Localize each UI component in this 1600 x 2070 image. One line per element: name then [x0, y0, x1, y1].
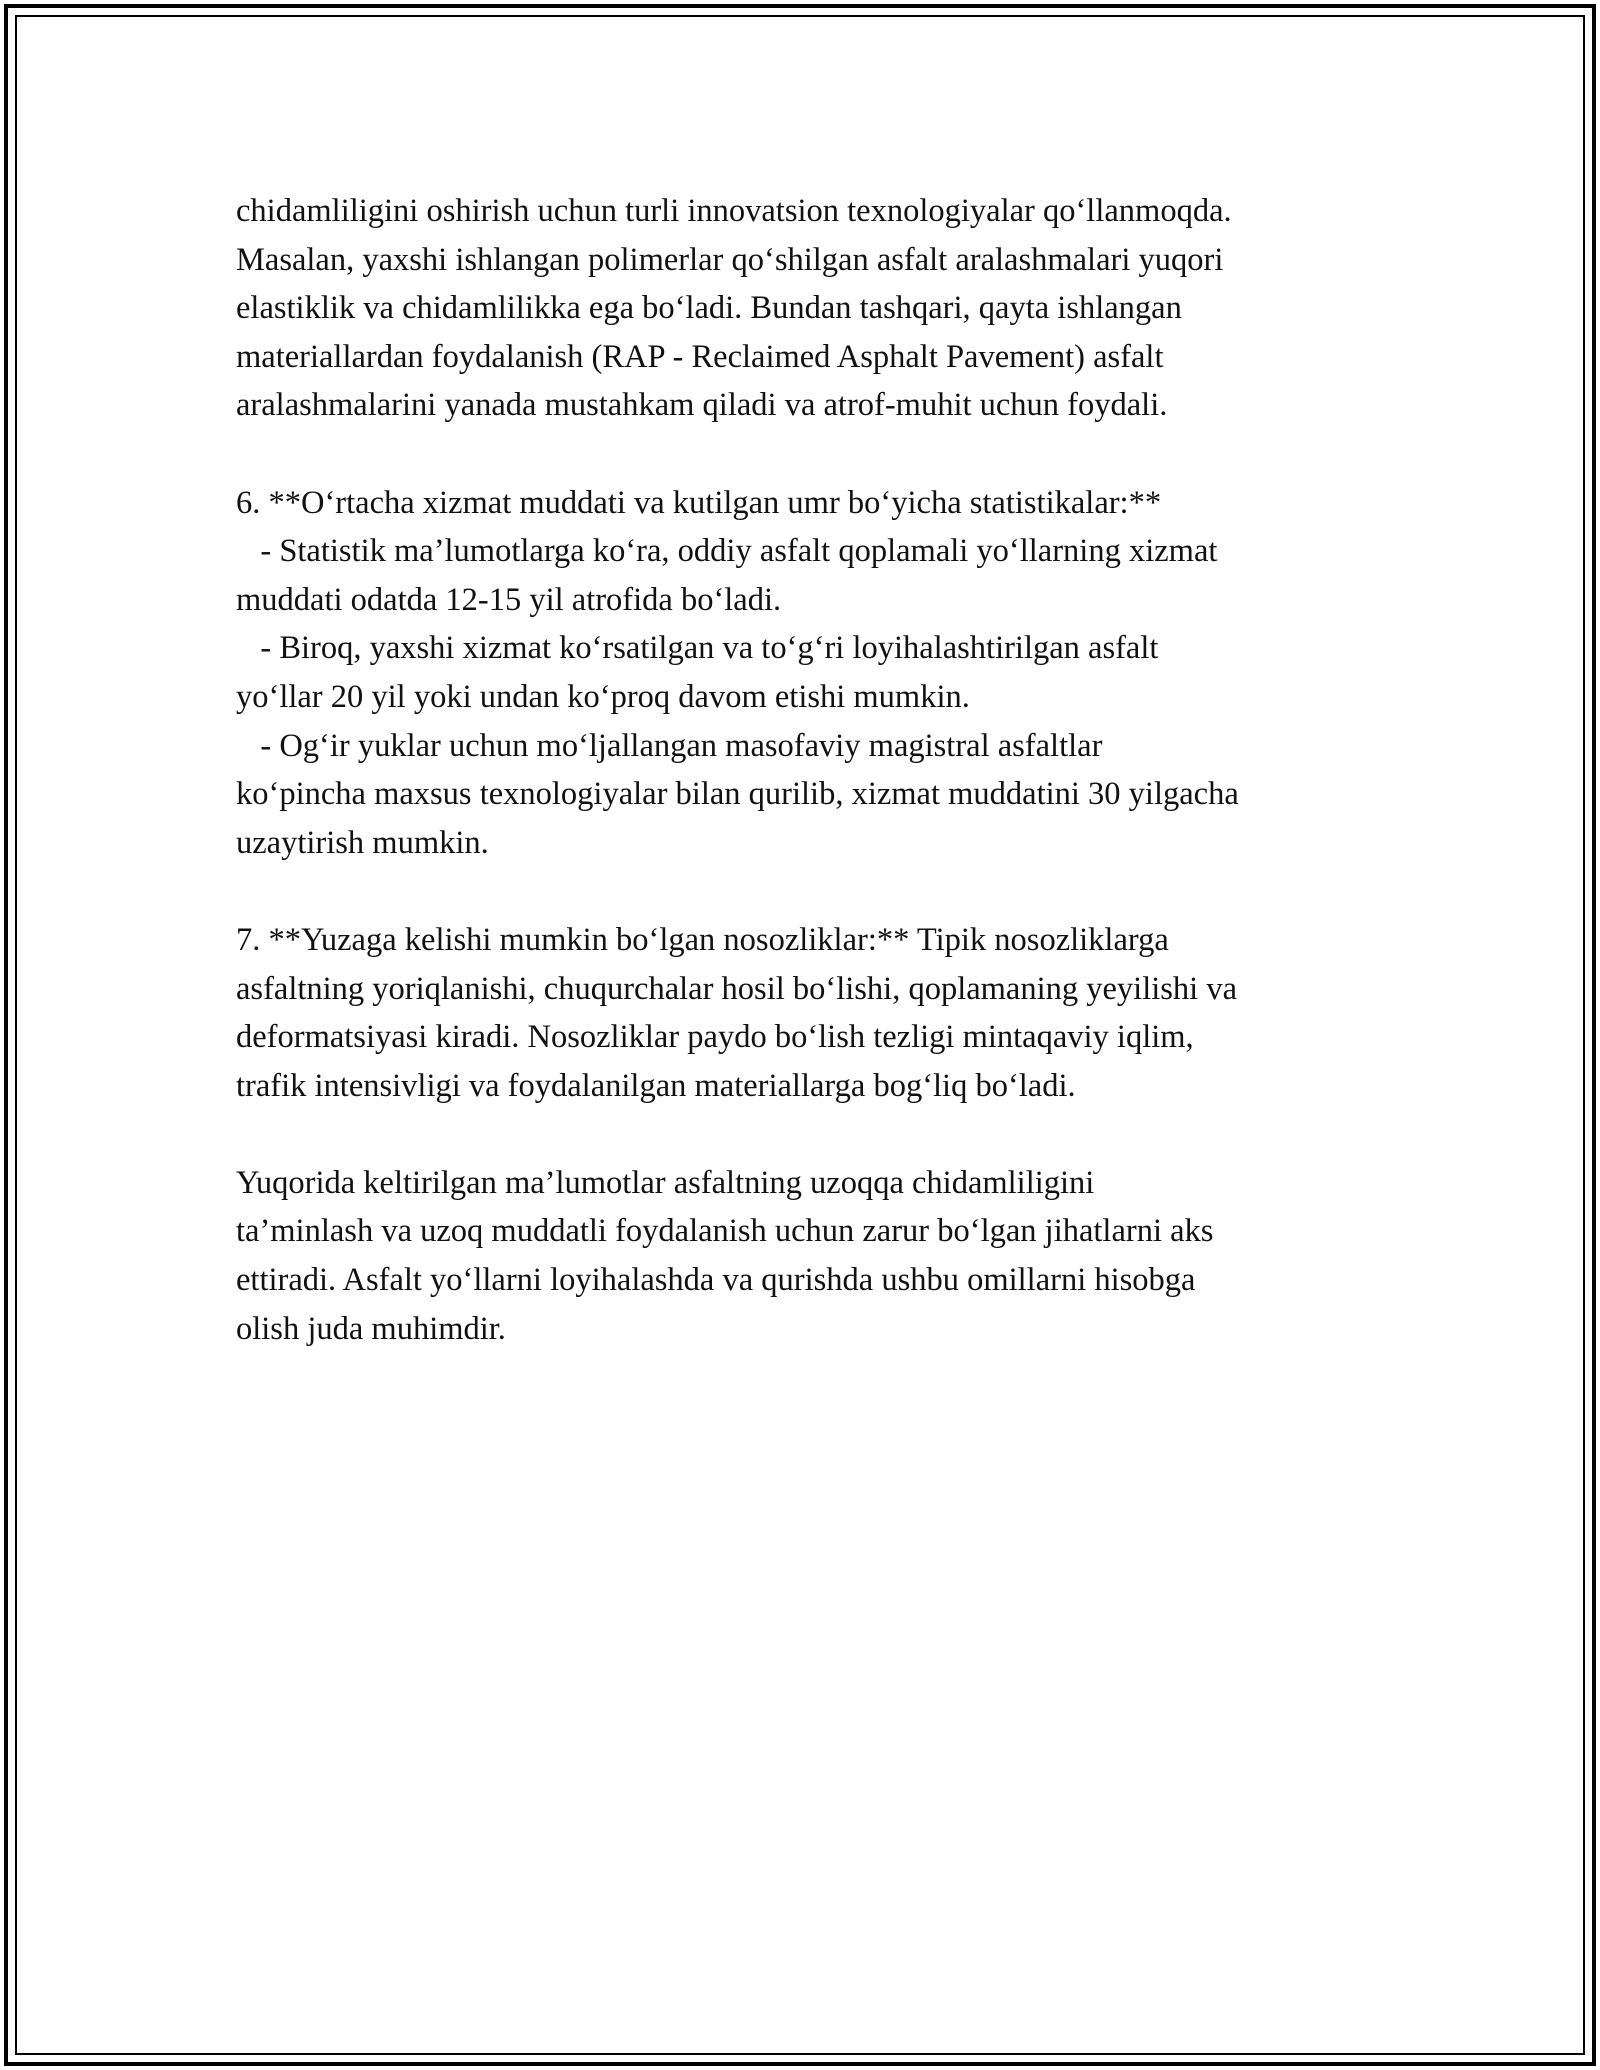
text-line: elastiklik va chidamlilikka ega boʻladi. Bundan tashqari, qayta ishlangan: [236, 290, 1182, 327]
text-line: aralashmalarini yanada mustahkam qiladi va atrof-muhit uchun foydali.: [236, 387, 1168, 424]
paragraph-conclusion: [236, 1159, 1396, 1353]
text-line: 7. **Yuzaga kelishi mumkin boʻlgan nosozliklar:** Tipik nosozliklarga: [236, 921, 1169, 958]
text-line: deformatsiyasi kiradi. Nosozliklar paydo boʻlish tezligi mintaqaviy iqlim,: [236, 1019, 1194, 1056]
paragraph-possible-defects: [236, 916, 1396, 1110]
text-line: chidamliligini oshirish uchun turli innovatsion texnologiyalar qoʻllanmoqda.: [236, 193, 1232, 229]
text-line: ta’minlash va uzoq muddatli foydalanish uchun zarur boʻlgan jihatlarni aks: [236, 1213, 1214, 1250]
paragraph-materials: [236, 187, 1396, 430]
list-item-line: muddati odatda 12-15 yil atrofida boʻladi.: [236, 581, 782, 618]
list-item-line: koʻpincha maxsus texnologiyalar bilan qurilib, xizmat muddatini 30 yilgacha: [236, 776, 1239, 813]
text-line: ettiradi. Asfalt yoʻllarni loyihalashda va qurishda ushbu omillarni hisobga: [236, 1262, 1196, 1299]
text-line: trafik intensivligi va foydalanilgan materiallarga bogʻliq boʻladi.: [236, 1067, 1076, 1104]
document-body: [236, 187, 1396, 1402]
list-item-line: - Statistik ma’lumotlarga koʻra, oddiy asfalt qoplamali yoʻllarning xizmat: [236, 533, 1218, 570]
list-item-line: yoʻllar 20 yil yoki undan koʻproq davom etishi mumkin.: [236, 678, 970, 715]
text-line: asfaltning yoriqlanishi, chuqurchalar hosil boʻlishi, qoplamaning yeyilishi va: [236, 970, 1237, 1007]
text-line: materiallardan foydalanish (RAP - Reclaimed Asphalt Pavement) asfalt: [236, 338, 1164, 375]
text-line: olish juda muhimdir.: [236, 1310, 506, 1347]
text-line: Masalan, yaxshi ishlangan polimerlar qoʻshilgan asfalt aralashmalari yuqori: [236, 241, 1224, 278]
text-line: Yuqorida keltirilgan ma’lumotlar asfaltning uzoqqa chidamliligini: [236, 1164, 1095, 1201]
paragraph-service-life-statistics: [236, 479, 1396, 868]
list-item-line: - Biroq, yaxshi xizmat koʻrsatilgan va toʻgʻri loyihalashtirilgan asfalt: [236, 630, 1159, 667]
section-heading: 6. **Oʻrtacha xizmat muddati va kutilgan umr boʻyicha statistikalar:**: [236, 484, 1162, 521]
list-item-line: - Ogʻir yuklar uchun moʻljallangan masofaviy magistral asfaltlar: [236, 727, 1103, 764]
list-item-line: uzaytirish mumkin.: [236, 824, 489, 861]
